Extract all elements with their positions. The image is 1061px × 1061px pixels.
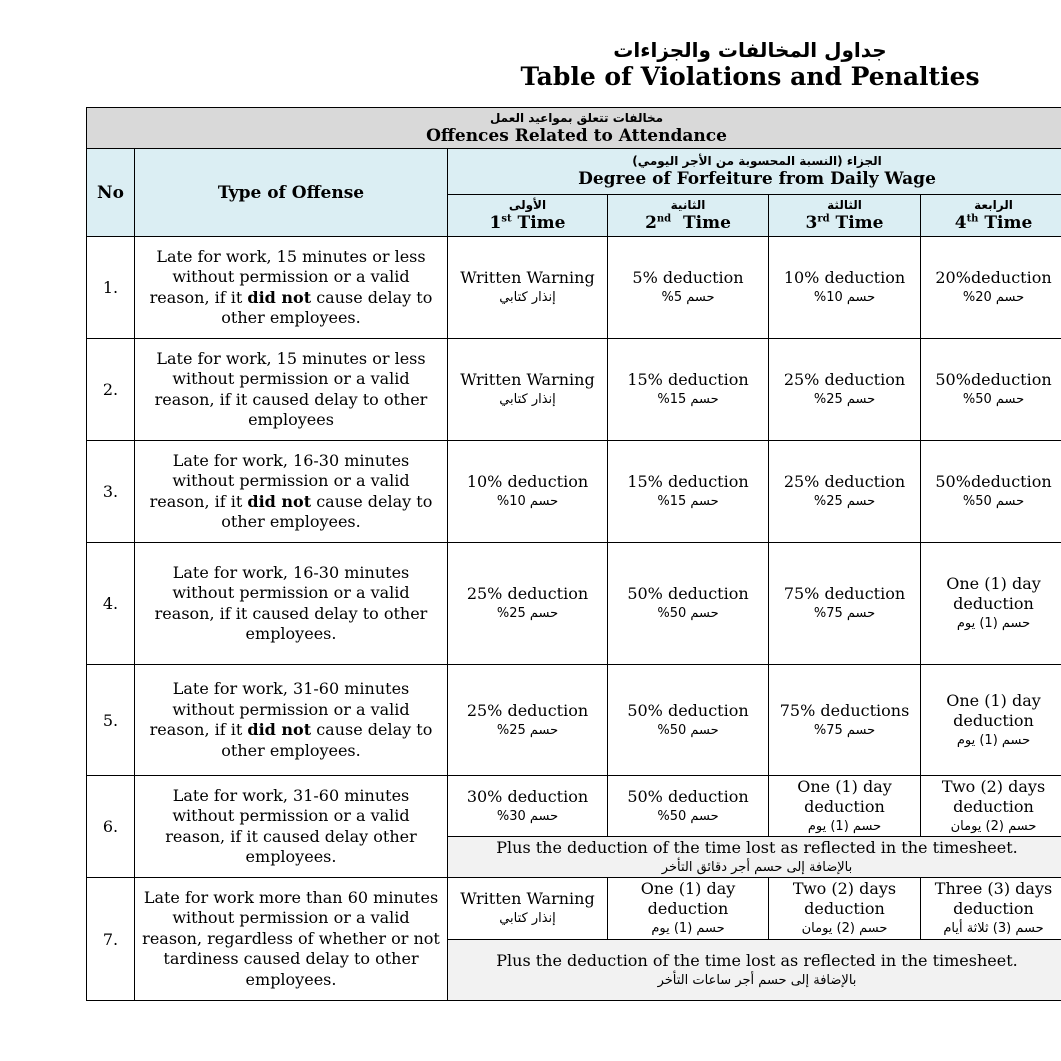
time-header-arabic: الثانية: [670, 198, 706, 212]
penalty-text-arabic: حسم 50%: [657, 722, 719, 738]
table-row: [87, 543, 1061, 665]
additional-deduction-note: [448, 940, 1061, 1001]
penalty-cell: [769, 339, 921, 441]
penalty-cell: [448, 878, 608, 940]
penalty-cell: [448, 665, 608, 776]
offense-description: Late for work more than 60 minutes without permission or a valid reason, regardless of whether or not tardiness caused delay to other employees.: [135, 878, 448, 1001]
penalty-text: One (1) day deduction: [946, 690, 1041, 730]
penalty-cell: [608, 237, 769, 339]
table-row: [87, 339, 1061, 441]
table-row: [87, 237, 1061, 339]
penalty-cell: [769, 776, 921, 837]
offense-description: Late for work, 16-30 minutes without permission or a valid reason, if it caused delay to other employees.: [135, 543, 448, 665]
degree-header-title: Degree of Forfeiture from Daily Wage: [578, 169, 936, 189]
penalty-text: Written Warning: [460, 889, 595, 908]
column-header-time-2: [608, 195, 769, 237]
column-header-time-3: [769, 195, 921, 237]
penalty-text-arabic: إنذار كتابي: [499, 392, 556, 407]
penalty-cell: [448, 543, 608, 665]
penalty-cell: [921, 776, 1061, 837]
offense-description: Late for work, 15 minutes or less without permission or a valid reason, if it caused delay to other employees: [135, 339, 448, 441]
penalty-text: 50%deduction: [935, 370, 1052, 389]
row-number: 1.: [87, 237, 135, 339]
time-header-label: 1st Time: [489, 213, 566, 233]
penalty-text: 50% deduction: [627, 700, 749, 720]
penalty-cell: [769, 543, 921, 665]
penalty-cell: [921, 237, 1061, 339]
penalty-cell: [608, 665, 769, 776]
penalty-cell: [608, 776, 769, 837]
row-number: 6.: [87, 776, 135, 878]
time-header-label: 3rd Time: [805, 213, 884, 233]
penalty-text-arabic: حسم (1) يوم: [807, 818, 882, 834]
penalty-text-arabic: حسم 10%: [813, 290, 876, 305]
row-number: 3.: [87, 441, 135, 543]
penalty-text-arabic: حسم 20%: [962, 290, 1025, 305]
penalty-cell: [608, 339, 769, 441]
offense-emphasis: did not: [247, 491, 312, 511]
penalty-text-arabic: حسم 30%: [496, 808, 559, 824]
penalty-text-arabic: إنذار كتابي: [499, 911, 556, 926]
table-row: [87, 441, 1061, 543]
column-header-type: Type of Offense: [135, 149, 448, 237]
penalty-text-arabic: حسم 75%: [813, 722, 876, 738]
penalty-cell: [448, 776, 608, 837]
penalty-text-arabic: حسم 75%: [813, 606, 876, 621]
penalty-text: 20%deduction: [935, 268, 1052, 287]
offense-description: Late for work, 31-60 minutes without permission or a valid reason, if it caused delay other employees.: [135, 776, 448, 878]
penalty-text: 30% deduction: [466, 786, 589, 806]
time-header-ordinal: rd: [817, 213, 830, 225]
time-header-arabic: الثالثة: [827, 198, 862, 212]
penalty-text: 10% deduction: [783, 268, 906, 287]
penalty-cell: [608, 543, 769, 665]
penalty-cell: [608, 441, 769, 543]
time-header-arabic: الأولى: [508, 198, 547, 212]
column-header-no: No: [87, 149, 135, 237]
note-text-arabic: بالإضافة إلى حسم أجر دقائق التأخر: [661, 859, 853, 875]
note-text: Plus the deduction of the time lost as reflected in the timesheet.: [496, 950, 1018, 970]
section-title: Offences Related to Attendance: [426, 125, 727, 146]
time-header-ordinal: th: [966, 213, 979, 225]
penalty-cell: [921, 339, 1061, 441]
penalty-cell: [769, 665, 921, 776]
penalty-cell: [921, 543, 1061, 665]
penalty-text-arabic: حسم (1) يوم: [956, 616, 1031, 631]
penalty-text: 25% deduction: [783, 370, 906, 389]
row-number: 5.: [87, 665, 135, 776]
penalty-cell: [769, 237, 921, 339]
time-header-label: 2nd Time: [645, 213, 731, 233]
penalty-text-arabic: حسم 25%: [813, 392, 876, 407]
penalty-text-arabic: حسم 25%: [496, 606, 559, 621]
penalty-text-arabic: إنذار كتابي: [499, 290, 556, 305]
title-arabic: جداول المخالفات والجزاءات: [613, 38, 887, 62]
penalty-text-arabic: حسم 15%: [657, 494, 719, 509]
penalty-cell: [448, 237, 608, 339]
penalty-text-arabic: حسم 10%: [496, 494, 559, 509]
penalty-cell: [769, 878, 921, 940]
penalty-text: 25% deduction: [466, 584, 589, 603]
penalty-text: One (1) day deduction: [797, 776, 892, 816]
penalty-cell: [921, 878, 1061, 940]
penalty-cell: [769, 441, 921, 543]
page-title: Table of Violations and Penalties: [520, 62, 980, 91]
section-header: [87, 108, 1061, 149]
penalty-text: 15% deduction: [627, 370, 749, 389]
penalty-text: 25% deduction: [466, 700, 589, 720]
penalty-text: 25% deduction: [783, 472, 906, 491]
penalty-cell: [608, 878, 769, 940]
penalty-text-arabic: حسم 25%: [496, 722, 559, 738]
column-header-time-4: [921, 195, 1061, 237]
time-header-ordinal: st: [501, 213, 512, 225]
offense-description: Late for work, 16-30 minutes without permission or a valid reason, if it did not cause delay to other employees.: [135, 441, 448, 543]
penalty-cell: [921, 441, 1061, 543]
additional-deduction-note: [448, 837, 1061, 878]
penalty-text: 50%deduction: [935, 472, 1052, 491]
row-number: 7.: [87, 878, 135, 1001]
penalty-text-arabic: حسم 50%: [962, 494, 1025, 509]
penalty-text: One (1) day deduction: [946, 574, 1041, 613]
penalty-text-arabic: حسم 5%: [661, 290, 715, 305]
penalty-text-arabic: حسم (2) يومان: [801, 921, 888, 936]
penalty-cell: [448, 339, 608, 441]
degree-header-arabic: الجزاء (النسبة المحسوبة من الأجر اليومي): [632, 154, 882, 168]
note-text: Plus the deduction of the time lost as reflected in the timesheet.: [496, 837, 1018, 857]
table-row: [87, 665, 1061, 776]
table-row: [87, 776, 1061, 837]
section-title-arabic: مخالفات تتعلق بمواعيد العمل: [489, 110, 664, 125]
offense-description: Late for work, 31-60 minutes without permission or a valid reason, if it did not cause delay to other employees.: [135, 665, 448, 776]
penalty-text-arabic: حسم (1) يوم: [651, 921, 725, 936]
offense-emphasis: did not: [247, 287, 312, 307]
offense-emphasis: did not: [247, 720, 312, 739]
penalty-text: Two (2) days deduction: [941, 776, 1046, 816]
penalty-cell: [921, 665, 1061, 776]
time-header-ordinal: nd: [656, 213, 672, 225]
penalty-text: 5% deduction: [632, 268, 744, 287]
violations-table: [86, 107, 1061, 1001]
penalty-text-arabic: حسم 15%: [657, 392, 719, 407]
penalty-cell: [448, 441, 608, 543]
penalty-text: 10% deduction: [466, 472, 589, 491]
penalty-text: Written Warning: [460, 268, 595, 287]
penalty-text-arabic: حسم 50%: [657, 808, 719, 824]
column-header-time-1: [448, 195, 608, 237]
penalty-text: 50% deduction: [627, 584, 749, 603]
time-header-arabic: الرابعة: [974, 198, 1013, 212]
table-row: [87, 878, 1061, 940]
penalty-text-arabic: حسم (2) يومان: [950, 818, 1037, 834]
penalty-text-arabic: حسم (1) يوم: [956, 732, 1031, 748]
row-number: 4.: [87, 543, 135, 665]
penalty-text-arabic: حسم 25%: [813, 494, 876, 509]
penalty-text: 75% deductions: [779, 700, 910, 720]
penalty-text: One (1) day deduction: [640, 879, 736, 918]
degree-header: [448, 149, 1061, 195]
penalty-text: 75% deduction: [783, 584, 906, 603]
penalty-text-arabic: حسم (3) ثلاثة أيام: [943, 921, 1044, 936]
note-text-arabic: بالإضافة إلى حسم أجر ساعات التأخر: [657, 972, 857, 988]
penalty-text: Two (2) days deduction: [792, 879, 897, 918]
offense-description: Late for work, 15 minutes or less without permission or a valid reason, if it did not cause delay to other employees.: [135, 237, 448, 339]
penalty-text: Three (3) days deduction: [934, 879, 1053, 918]
time-header-label: 4th Time: [954, 213, 1033, 233]
row-number: 2.: [87, 339, 135, 441]
penalty-text-arabic: حسم 50%: [962, 392, 1025, 407]
penalty-text: Written Warning: [460, 370, 595, 389]
penalty-text: 50% deduction: [627, 786, 749, 806]
penalty-text-arabic: حسم 50%: [657, 606, 719, 621]
penalty-text: 15% deduction: [627, 472, 749, 491]
